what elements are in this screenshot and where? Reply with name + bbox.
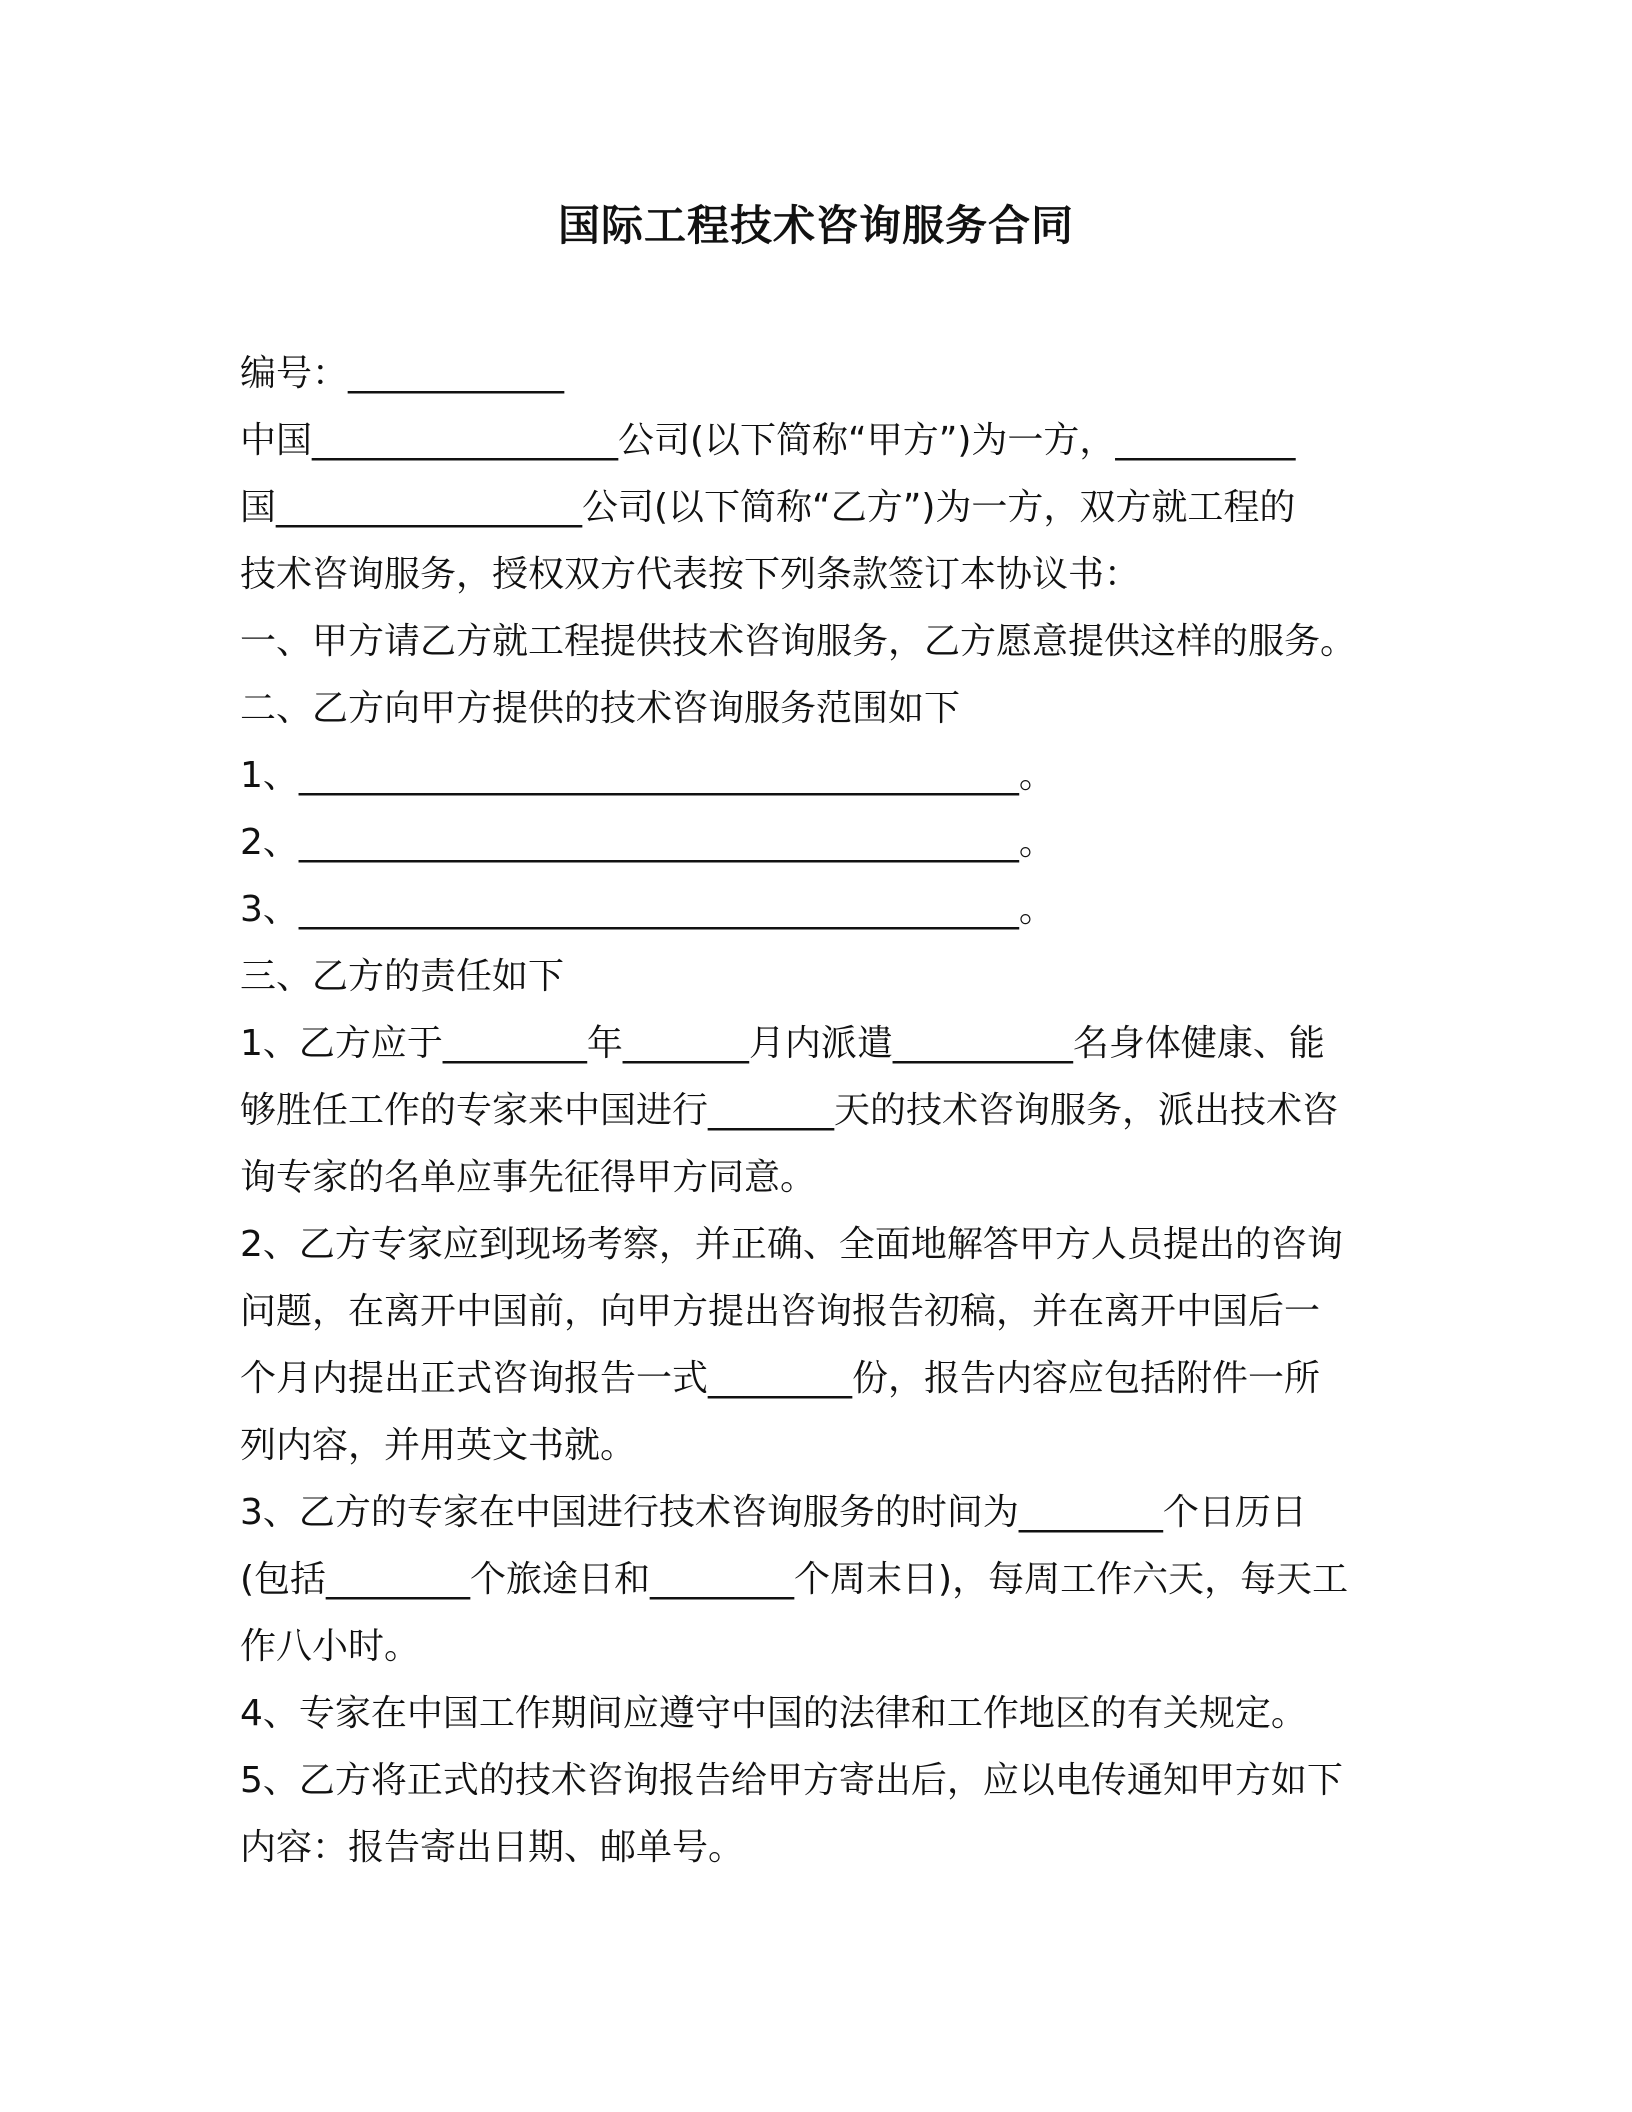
- duty-3-line-1: 3、乙方的专家在中国进行技术咨询服务的时间为________个日历日: [240, 1492, 1307, 1533]
- duty-3-line-3: 作八小时。: [240, 1626, 421, 1667]
- duty-1-line-2: 够胜任工作的专家来中国进行_______天的技术咨询服务，派出技术咨: [240, 1090, 1339, 1131]
- duty-5-line-1: 5、乙方将正式的技术咨询报告给甲方寄出后，应以电传通知甲方如下: [240, 1760, 1343, 1801]
- contract-number-line: 编号：____________: [240, 353, 565, 394]
- duty-3-line-2: (包括________个旅途日和________个周末日)，每周工作六天，每天工: [240, 1559, 1349, 1600]
- duty-2-line-3: 个月内提出正式咨询报告一式________份，报告内容应包括附件一所: [240, 1358, 1321, 1399]
- duty-4-line: 4、专家在中国工作期间应遵守中国的法律和工作地区的有关规定。: [240, 1693, 1307, 1734]
- scope-item-3: 3、________________________________________。: [240, 889, 1055, 930]
- duty-1-line-3: 询专家的名单应事先征得甲方同意。: [240, 1157, 817, 1198]
- duty-2-line-2: 问题，在离开中国前，向甲方提出咨询报告初稿，并在离开中国后一: [240, 1291, 1321, 1332]
- clause-3-heading: 三、乙方的责任如下: [240, 956, 565, 997]
- duty-5-line-2: 内容：报告寄出日期、邮单号。: [240, 1827, 745, 1868]
- document-title: 国际工程技术咨询服务合同: [557, 201, 1074, 250]
- duty-2-line-1: 2、乙方专家应到现场考察，并正确、全面地解答甲方人员提出的咨询: [240, 1224, 1343, 1265]
- duty-1-line-1: 1、乙方应于________年_______月内派遣__________名身体健康、能: [240, 1023, 1325, 1064]
- party-a-line: 中国_________________公司(以下简称“甲方”)为一方，__________: [240, 420, 1296, 461]
- clause-1: 一、甲方请乙方就工程提供技术咨询服务，乙方愿意提供这样的服务。: [240, 621, 1357, 662]
- preamble-line: 技术咨询服务，授权双方代表按下列条款签订本协议书：: [240, 554, 1141, 595]
- clause-2-heading: 二、乙方向甲方提供的技术咨询服务范围如下: [240, 688, 961, 729]
- document-body: [240, 340, 1380, 1881]
- scope-item-2: 2、________________________________________。: [240, 822, 1055, 863]
- scope-item-1: 1、________________________________________。: [240, 755, 1055, 796]
- party-b-line: 国_________________公司(以下简称“乙方”)为一方，双方就工程的: [240, 487, 1296, 528]
- duty-2-line-4: 列内容，并用英文书就。: [240, 1425, 637, 1466]
